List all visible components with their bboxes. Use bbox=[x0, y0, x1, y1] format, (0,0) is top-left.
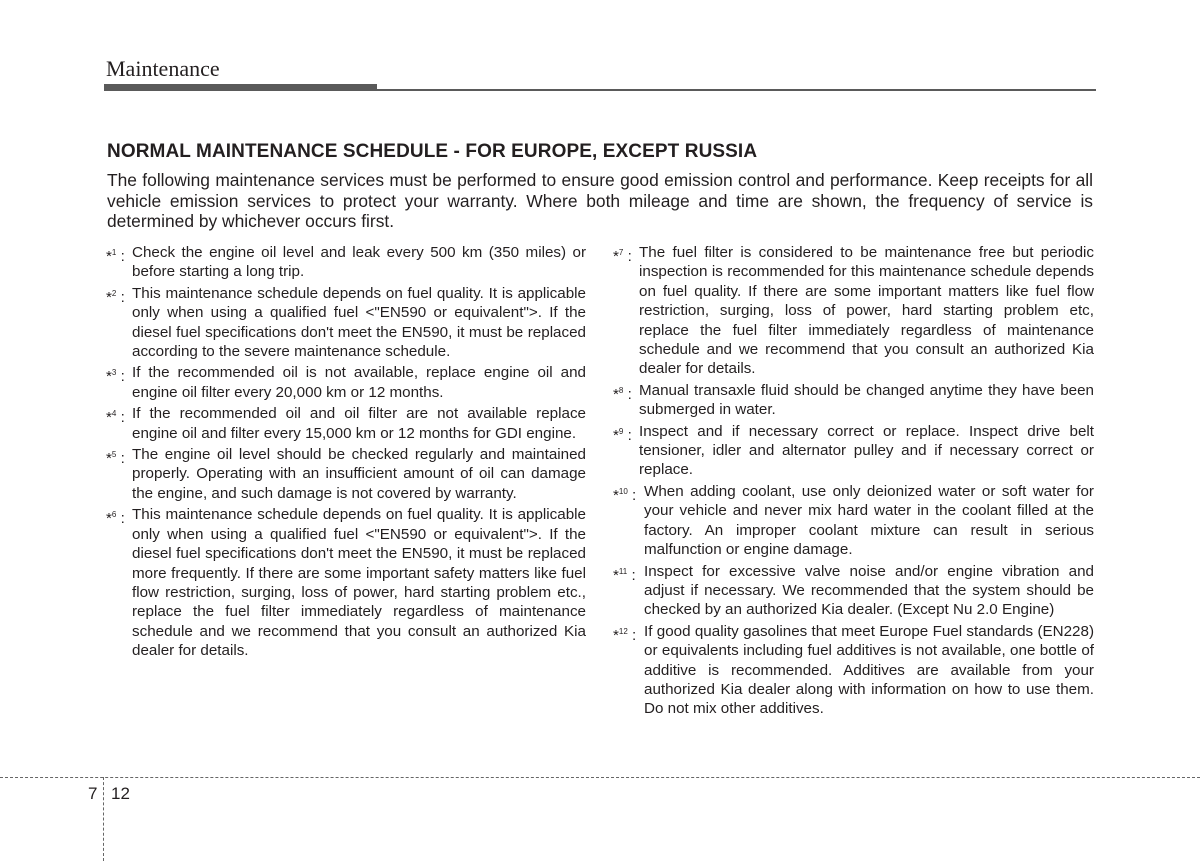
footnote-marker: *$^3$ : bbox=[106, 368, 125, 386]
footnote-text: Check the engine oil level and leak every 500 km (350 miles) or before starting a long trip. bbox=[132, 244, 586, 281]
footnote-marker: *$^1$ : bbox=[106, 248, 125, 265]
footnote-marker: *$^{11}$ : bbox=[613, 566, 636, 584]
footnote-text: If good quality gasolines that meet Europe Fuel standards (EN228) or equivalents including fuel additives is not available, one bottle of additive is recommended. Additives are available from your authorized Kia dealer along with information on how to use them. Do not mix other additives. bbox=[644, 622, 1094, 718]
section-title: NORMAL MAINTENANCE SCHEDULE - FOR EUROPE, EXCEPT RUSSIA bbox=[107, 141, 758, 162]
footer-dashed-divider bbox=[103, 777, 104, 861]
footnote-item bbox=[106, 445, 586, 503]
footnote-text: If the recommended oil and oil filter are not available replace engine oil and filter every 15,000 km or 12 months for GDI engine. bbox=[132, 405, 586, 442]
page-header-title: Maintenance bbox=[106, 56, 220, 81]
chapter-number: 7 bbox=[88, 784, 98, 803]
footnote-text: Inspect and if necessary correct or replace. Inspect drive belt tensioner, idler and alternator pulley and if necessary correct or replace. bbox=[639, 422, 1094, 479]
footnote-item bbox=[106, 243, 586, 282]
footnote-item bbox=[613, 422, 1094, 480]
footer-dashed-rule bbox=[0, 777, 1200, 778]
footnote-item bbox=[106, 505, 586, 660]
header-rule-thick bbox=[104, 84, 377, 91]
footnote-text: This maintenance schedule depends on fuel quality. It is applicable only when using a qualified fuel <"EN590 or equivalent">. If the diesel fuel specifications don't meet the EN590, it must be replaced according to the severe maintenance schedule. bbox=[132, 284, 586, 361]
footnote-marker: *$^6$ : bbox=[106, 510, 125, 528]
footnote-marker: *$^9$ : bbox=[613, 426, 632, 444]
footnote-marker: *$^{12}$ : bbox=[613, 626, 637, 644]
footnote-text: When adding coolant, use only deionized water or soft water for your vehicle and never mix hard water in the coolant filled at the factory. An improper coolant mixture can result in serious malfunction or engine damage. bbox=[644, 482, 1094, 559]
footnote-marker: *$^7$ : bbox=[613, 248, 632, 265]
notes-column-right bbox=[613, 243, 1094, 721]
footnote-item bbox=[106, 363, 586, 402]
header-rule-thin bbox=[377, 89, 1096, 91]
page-number: 12 bbox=[111, 784, 130, 803]
footnote-marker: *$^5$ : bbox=[106, 450, 125, 468]
notes-column-left bbox=[106, 243, 586, 663]
footnote-text: The fuel filter is considered to be maintenance free but periodic inspection is recommended for this maintenance schedule depends on fuel quality. If there are some important matters like fuel flow restriction, surging, loss of power, hard starting problem etc, replace the fuel filter immediately regardless of maintenance schedule and we recommend that you consult an authorized Kia dealer for details. bbox=[639, 244, 1094, 378]
footnote-marker: *$^4$ : bbox=[106, 409, 125, 427]
footnote-item bbox=[613, 622, 1094, 719]
footnote-marker: *$^{10}$ : bbox=[613, 486, 637, 504]
footnote-marker: *$^8$ : bbox=[613, 385, 632, 403]
intro-paragraph: The following maintenance services must be performed to ensure good emission control and performance. Keep receipts for all vehicle emission services to protect your warranty. Where both mileage and time are shown, the frequency of service is determined by whichever occurs first. bbox=[107, 170, 1093, 231]
footnote-marker: *$^2$ : bbox=[106, 288, 125, 306]
footnote-text: Inspect for excessive valve noise and/or engine vibration and adjust if necessary. We recommended that the system should be checked by an authorized Kia dealer. (Except Nu 2.0 Engine) bbox=[644, 562, 1094, 619]
footnote-item bbox=[613, 482, 1094, 560]
footnote-item bbox=[613, 243, 1094, 379]
footnote-text: This maintenance schedule depends on fuel quality. It is applicable only when using a qualified fuel <"EN590 or equivalent">. If the diesel fuel specifications don't meet the EN590, it must be replaced more frequently. If there are some important safety matters like fuel flow restriction, surging, loss of power, hard starting problem etc., replace the fuel filter immediately regardless of maintenance schedule and we recommend that you consult an authorized Kia dealer for details. bbox=[132, 506, 586, 660]
footnote-item bbox=[106, 404, 586, 443]
footnote-item bbox=[613, 562, 1094, 620]
footnote-item bbox=[106, 284, 586, 362]
footnote-text: The engine oil level should be checked regularly and maintained properly. Operating with an insufficient amount of oil can damage the engine, and such damage is not covered by warranty. bbox=[132, 446, 586, 502]
footnote-item bbox=[613, 381, 1094, 420]
footnote-text: If the recommended oil is not available, replace engine oil and engine oil filter every 20,000 km or 12 months. bbox=[132, 364, 586, 401]
footnote-text: Manual transaxle fluid should be changed anytime they have been submerged in water. bbox=[639, 381, 1094, 419]
